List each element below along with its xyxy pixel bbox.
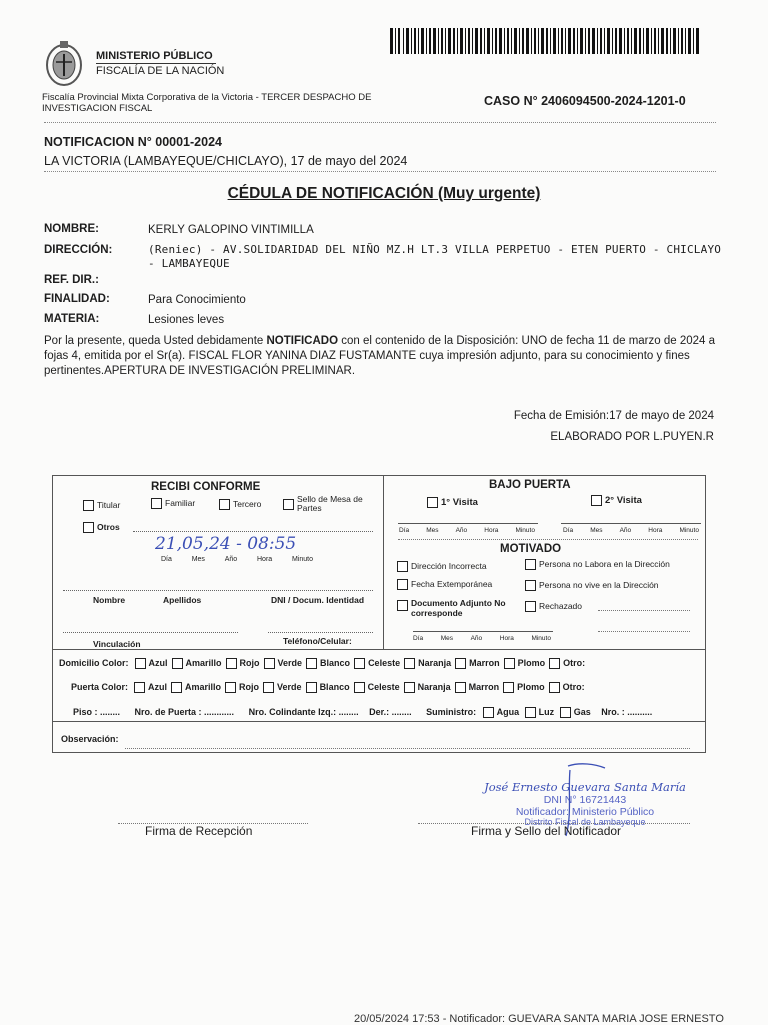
motivo-direccion-incorrecta[interactable]: Dirección Incorrecta: [397, 561, 487, 572]
footer-timestamp: 20/05/2024 17:53 - Notificador: GUEVARA SANTA MARIA JOSE ERNESTO: [354, 1013, 724, 1025]
finalidad-value: Para Conocimiento: [148, 294, 246, 306]
prepared-by: ELABORADO POR L.PUYEN.R: [550, 431, 714, 443]
vinculacion-caption: Vinculación: [93, 639, 141, 649]
puerta-color-label: Marron: [468, 682, 500, 692]
nombre-label: NOMBRE:: [44, 223, 99, 235]
puerta-color-label: Verde: [277, 682, 302, 692]
motivo-rechazado[interactable]: Rechazado: [525, 601, 582, 612]
puerta-color-option[interactable]: [171, 682, 221, 692]
tercero-option[interactable]: Tercero: [219, 499, 261, 510]
puerta-color-option[interactable]: [354, 682, 400, 692]
puerta-color-option[interactable]: [225, 682, 259, 692]
titular-option[interactable]: Titular: [83, 500, 120, 511]
tercero-checkbox[interactable]: [219, 499, 230, 510]
ministry-line1: MINISTERIO PÚBLICO: [96, 50, 213, 62]
domicilio-color-option[interactable]: [354, 658, 400, 668]
domicilio-color-checkbox[interactable]: [264, 658, 275, 669]
bajo-puerta-heading: BAJO PUERTA: [489, 479, 571, 491]
puerta-color-label: Amarillo: [185, 682, 222, 692]
familiar-option[interactable]: Familiar: [151, 498, 195, 509]
domicilio-color-checkbox[interactable]: [504, 658, 515, 669]
domicilio-color-label: Celeste: [368, 658, 401, 668]
puerta-color-label: Azul: [148, 682, 168, 692]
domicilio-color-option[interactable]: [504, 658, 546, 668]
puerta-color-checkbox[interactable]: [171, 682, 182, 693]
puerta-color-checkbox[interactable]: [503, 682, 514, 693]
puerta-color-checkbox[interactable]: [306, 682, 317, 693]
domicilio-color-option[interactable]: [404, 658, 451, 668]
familiar-checkbox[interactable]: [151, 498, 162, 509]
domicilio-color-row: Domicilio Color: Azul Amarillo Rojo Verde Blanco Celeste Naranja Marron Plomo Otro:: [59, 658, 586, 668]
agua-checkbox[interactable]: [483, 707, 494, 718]
observacion-label: Observación:: [61, 734, 119, 744]
date-time-labels: Día Mes Año Hora Minuto: [161, 556, 313, 563]
domicilio-color-label: Naranja: [418, 658, 452, 668]
visita2-date-labels: Día Mes Año Hora Minuto: [563, 527, 699, 534]
rechazado-checkbox[interactable]: [525, 601, 536, 612]
titular-checkbox[interactable]: [83, 500, 94, 511]
domicilio-color-checkbox[interactable]: [549, 658, 560, 669]
puerta-color-checkbox[interactable]: [455, 682, 466, 693]
puerta-color-option[interactable]: [455, 682, 500, 692]
visita1-checkbox[interactable]: [427, 497, 438, 508]
puerta-color-label: Celeste: [367, 682, 400, 692]
apellidos-caption: Apellidos: [163, 595, 202, 605]
puerta-color-option[interactable]: [503, 682, 545, 692]
puerta-color-checkbox[interactable]: [354, 682, 365, 693]
puerta-color-label: Naranja: [417, 682, 451, 692]
puerta-color-label: Rojo: [239, 682, 260, 692]
domicilio-color-option[interactable]: [226, 658, 260, 668]
recibi-heading: RECIBI CONFORME: [151, 481, 261, 493]
puerta-color-label: Plomo: [517, 682, 545, 692]
domicilio-color-option[interactable]: [455, 658, 500, 668]
domicilio-color-checkbox[interactable]: [306, 658, 317, 669]
puerta-color-label: Blanco: [319, 682, 350, 692]
motivo-fecha-extemporanea[interactable]: Fecha Extemporánea: [397, 579, 492, 590]
dni-caption: DNI / Docum. Identidad: [271, 595, 365, 605]
no-labora-checkbox[interactable]: [525, 559, 536, 570]
visita2-checkbox[interactable]: [591, 495, 602, 506]
gas-checkbox[interactable]: [560, 707, 571, 718]
domicilio-color-option[interactable]: [264, 658, 303, 668]
puerta-color-option[interactable]: [134, 682, 167, 692]
notificado-emphasis: NOTIFICADO: [266, 335, 339, 347]
nombre-value: KERLY GALOPINO VINTIMILLA: [148, 224, 314, 236]
telefono-caption: Teléfono/Celular:: [283, 636, 352, 646]
notification-number: NOTIFICACION N° 00001-2024: [44, 135, 222, 149]
handwritten-date: 21,05,24 - 08:55: [155, 534, 297, 554]
motivo-documento-adjunto[interactable]: Documento Adjunto No corresponde: [397, 598, 517, 618]
barcode: [390, 28, 700, 54]
document-title: CÉDULA DE NOTIFICACIÓN (Muy urgente): [227, 185, 541, 202]
domicilio-color-checkbox[interactable]: [455, 658, 466, 669]
puerta-color-row: Puerta Color: Azul Amarillo Rojo Verde Blanco Celeste Naranja Marron Plomo Otro:: [71, 682, 585, 692]
domicilio-color-checkbox[interactable]: [226, 658, 237, 669]
ministry-name: [96, 50, 224, 77]
ministry-line2: FISCALÍA DE LA NACIÓN: [96, 65, 225, 77]
finalidad-label: FINALIDAD:: [44, 293, 110, 305]
domicilio-color-label: Marron: [469, 658, 500, 668]
materia-value: Lesiones leves: [148, 314, 225, 326]
nombre-caption: Nombre: [93, 595, 126, 605]
ministry-seal-icon: [42, 38, 86, 88]
visita2-option[interactable]: 2° Visita: [591, 495, 642, 506]
puerta-color-option[interactable]: [549, 682, 585, 692]
delivery-form: [52, 475, 706, 753]
domicilio-color-label: Otro:: [563, 658, 586, 668]
otros-option[interactable]: Otros: [83, 522, 120, 533]
luz-checkbox[interactable]: [525, 707, 536, 718]
place-date: LA VICTORIA (LAMBAYEQUE/CHICLAYO), 17 de mayo del 2024: [44, 154, 408, 168]
puerta-color-checkbox[interactable]: [225, 682, 236, 693]
otros-checkbox[interactable]: [83, 522, 94, 533]
motivo-no-vive[interactable]: Persona no vive en la Dirección: [525, 580, 659, 591]
direccion-label: DIRECCIÓN:: [44, 244, 113, 256]
refdir-label: REF. DIR.:: [44, 274, 99, 286]
domicilio-color-option[interactable]: [172, 658, 222, 668]
puerta-color-option[interactable]: [306, 682, 350, 692]
case-number: CASO N° 2406094500-2024-1201-0: [484, 94, 686, 108]
domicilio-color-option[interactable]: [306, 658, 350, 668]
sello-option[interactable]: Sello de Mesa de Partes: [283, 495, 368, 513]
fecha-extemporanea-checkbox[interactable]: [397, 579, 408, 590]
domicilio-color-label: Plomo: [517, 658, 546, 668]
address-details-row: Piso : ........ Nro. de Puerta : ............ Nro. Colindante Izq.: ........ Der.: ........ Suministro: Agua Luz Gas Nro. : ..........: [73, 707, 653, 717]
divider: [44, 171, 716, 172]
puerta-color-label: Otro:: [562, 682, 585, 692]
domicilio-color-checkbox[interactable]: [354, 658, 365, 669]
puerta-color-checkbox[interactable]: [549, 682, 560, 693]
motivado-heading: MOTIVADO: [500, 543, 562, 555]
direccion-incorrecta-checkbox[interactable]: [397, 561, 408, 572]
emission-date: Fecha de Emisión:17 de mayo de 2024: [513, 410, 714, 422]
domicilio-color-label: Amarillo: [185, 658, 222, 668]
domicilio-color-label: Blanco: [320, 658, 351, 668]
domicilio-color-label: Azul: [148, 658, 168, 668]
puerta-color-checkbox[interactable]: [404, 682, 415, 693]
visita1-date-labels: Día Mes Año Hora Minuto: [399, 527, 535, 534]
domicilio-color-checkbox[interactable]: [172, 658, 183, 669]
puerta-color-option[interactable]: [263, 682, 302, 692]
puerta-color-option[interactable]: [404, 682, 451, 692]
no-vive-checkbox[interactable]: [525, 580, 536, 591]
fiscalia-name: Fiscalía Provincial Mixta Corporativa de la Victoria - TERCER DESPACHO DE INVESTIGACION FISCAL: [42, 92, 372, 114]
notifier-signature-label: Firma y Sello del Notificador: [471, 824, 622, 838]
domicilio-color-option[interactable]: [549, 658, 585, 668]
direccion-value: (Reniec) - AV.SOLIDARIDAD DEL NIÑO MZ.H LT.3 VILLA PERPETUO - ETEN PUERTO - CHICLAYO - LAMBAYEQUE: [148, 243, 722, 270]
domicilio-color-label: Verde: [277, 658, 303, 668]
puerta-color-checkbox[interactable]: [263, 682, 274, 693]
domicilio-color-option[interactable]: [135, 658, 168, 668]
notifier-stamp: José Ernesto Guevara Santa María DNI N° 16721443 Notificador: Ministerio Público Distrito Fiscal de Lambayeque: [484, 780, 686, 827]
motivado-date-labels: Día Mes Año Hora Minuto: [413, 635, 551, 642]
visita1-option[interactable]: 1° Visita: [427, 497, 478, 508]
materia-label: MATERIA:: [44, 313, 100, 325]
domicilio-color-checkbox[interactable]: [135, 658, 146, 669]
reception-signature-label: Firma de Recepción: [145, 824, 253, 838]
motivo-no-labora[interactable]: Persona no Labora en la Dirección: [525, 559, 670, 570]
domicilio-color-label: Rojo: [239, 658, 260, 668]
notification-body: Por la presente, queda Usted debidamente NOTIFICADO con el contenido de la Disposición: UNO de fecha 11 de marzo de 2024 a fojas 4, emitida por el Sr(a). FISCAL FLOR YANINA DIAZ FUSTAMANTE cuya impresión adjunto, para su conocimiento y fines pertinentes.APERTURA DE INVESTIGACIÓN PRELIMINAR.: [44, 335, 716, 377]
puerta-color-checkbox[interactable]: [134, 682, 145, 693]
sello-checkbox[interactable]: [283, 499, 294, 510]
domicilio-color-checkbox[interactable]: [404, 658, 415, 669]
documento-adjunto-checkbox[interactable]: [397, 600, 408, 611]
divider: [44, 122, 716, 123]
